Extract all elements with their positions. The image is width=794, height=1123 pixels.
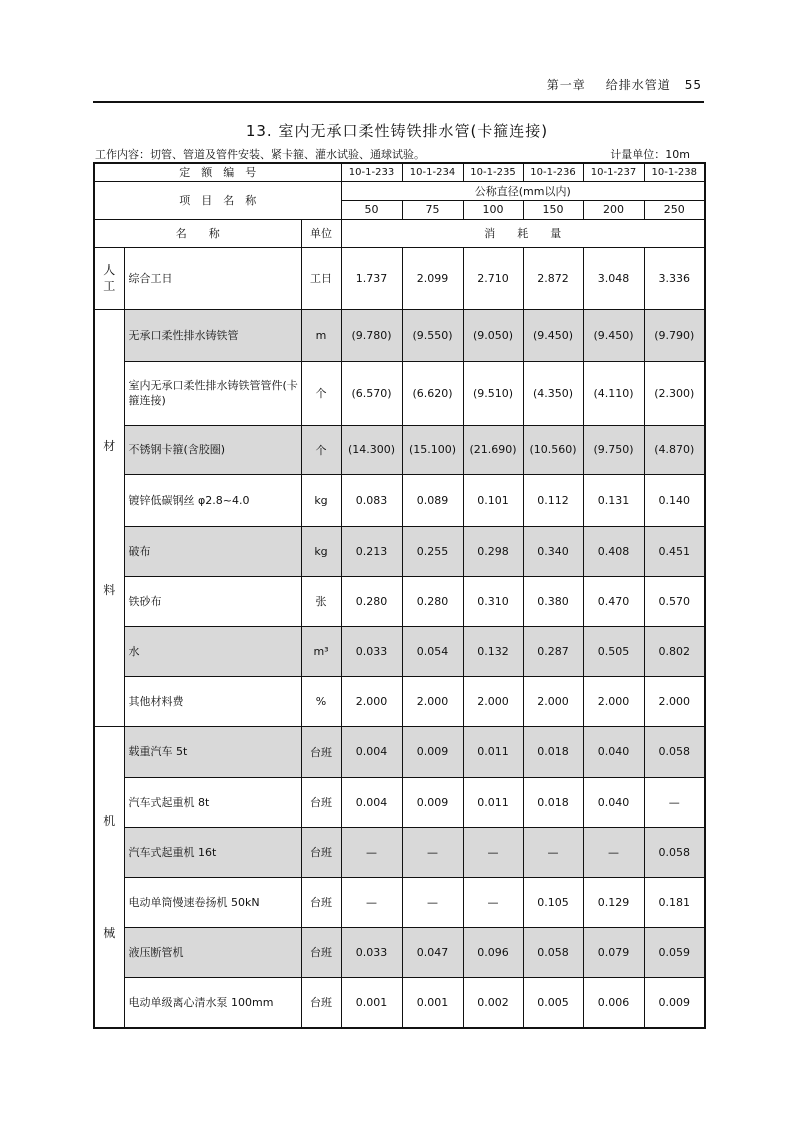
table-row bbox=[94, 526, 705, 576]
value-cell: 0.505 bbox=[583, 626, 644, 676]
code-cell: 10-1-238 bbox=[644, 163, 705, 181]
value-cell: 0.408 bbox=[583, 526, 644, 576]
value-cell: 2.000 bbox=[583, 676, 644, 726]
quota-table bbox=[93, 162, 706, 1029]
table-row bbox=[94, 576, 705, 626]
value-cell: — bbox=[523, 827, 583, 877]
value-cell: 2.000 bbox=[523, 676, 583, 726]
value-cell: (9.550) bbox=[402, 309, 463, 361]
row-unit: 台班 bbox=[301, 927, 341, 977]
row-unit: % bbox=[301, 676, 341, 726]
value-cell: 0.181 bbox=[644, 877, 705, 927]
row-unit: 台班 bbox=[301, 877, 341, 927]
value-cell: 0.340 bbox=[523, 526, 583, 576]
row-name: 载重汽车 5t bbox=[124, 726, 301, 777]
unit-label: 单位 bbox=[301, 219, 341, 247]
table-row bbox=[94, 827, 705, 877]
row-name: 铁砂布 bbox=[124, 576, 301, 626]
value-cell: 0.004 bbox=[341, 726, 402, 777]
category-char: 械 bbox=[103, 925, 116, 940]
value-cell: — bbox=[583, 827, 644, 877]
row-name: 汽车式起重机 8t bbox=[124, 777, 301, 827]
item-label: 项 目 名 称 bbox=[94, 181, 341, 219]
row-name: 其他材料费 bbox=[124, 676, 301, 726]
value-cell: 0.011 bbox=[463, 726, 523, 777]
value-cell: 0.105 bbox=[523, 877, 583, 927]
value-cell: 1.737 bbox=[341, 247, 402, 309]
diameter-cell: 50 bbox=[341, 200, 402, 219]
value-cell: 2.099 bbox=[402, 247, 463, 309]
value-cell: (15.100) bbox=[402, 425, 463, 474]
row-unit: 台班 bbox=[301, 777, 341, 827]
code-label: 定 额 编 号 bbox=[94, 163, 341, 181]
category-labor bbox=[94, 247, 124, 309]
code-cell: 10-1-233 bbox=[341, 163, 402, 181]
table-row bbox=[94, 247, 705, 309]
table-row bbox=[94, 361, 705, 425]
code-cell: 10-1-235 bbox=[463, 163, 523, 181]
table-row bbox=[94, 877, 705, 927]
value-cell: 0.096 bbox=[463, 927, 523, 977]
value-cell: (9.450) bbox=[583, 309, 644, 361]
diameter-cell: 100 bbox=[463, 200, 523, 219]
value-cell: 0.005 bbox=[523, 977, 583, 1028]
table-row bbox=[94, 777, 705, 827]
value-cell: 0.058 bbox=[523, 927, 583, 977]
value-cell: 0.310 bbox=[463, 576, 523, 626]
table-row bbox=[94, 927, 705, 977]
value-cell: 0.570 bbox=[644, 576, 705, 626]
row-unit: kg bbox=[301, 526, 341, 576]
value-cell: 0.280 bbox=[341, 576, 402, 626]
value-cell: 0.213 bbox=[341, 526, 402, 576]
row-unit: 台班 bbox=[301, 827, 341, 877]
value-cell: (4.110) bbox=[583, 361, 644, 425]
row-unit: 工日 bbox=[301, 247, 341, 309]
code-cell: 10-1-236 bbox=[523, 163, 583, 181]
value-cell: 0.802 bbox=[644, 626, 705, 676]
row-unit: m bbox=[301, 309, 341, 361]
value-cell: 3.048 bbox=[583, 247, 644, 309]
value-cell: 0.255 bbox=[402, 526, 463, 576]
code-cell: 10-1-237 bbox=[583, 163, 644, 181]
diameter-cell: 75 bbox=[402, 200, 463, 219]
value-cell: 0.009 bbox=[644, 977, 705, 1028]
value-cell: — bbox=[644, 777, 705, 827]
value-cell: (9.510) bbox=[463, 361, 523, 425]
diameter-cell: 200 bbox=[583, 200, 644, 219]
value-cell: 0.001 bbox=[341, 977, 402, 1028]
row-unit: 台班 bbox=[301, 726, 341, 777]
value-cell: 0.018 bbox=[523, 726, 583, 777]
row-name: 破布 bbox=[124, 526, 301, 576]
row-name: 镀锌低碳钢丝 φ2.8~4.0 bbox=[124, 474, 301, 526]
value-cell: 0.287 bbox=[523, 626, 583, 676]
table-row bbox=[94, 977, 705, 1028]
value-cell: 0.009 bbox=[402, 726, 463, 777]
value-cell: 0.033 bbox=[341, 927, 402, 977]
value-cell: 0.083 bbox=[341, 474, 402, 526]
table-row bbox=[94, 474, 705, 526]
value-cell: 0.089 bbox=[402, 474, 463, 526]
value-cell: 0.001 bbox=[402, 977, 463, 1028]
table-row bbox=[94, 626, 705, 676]
value-cell: — bbox=[402, 877, 463, 927]
value-cell: (4.870) bbox=[644, 425, 705, 474]
row-name: 电动单级离心清水泵 100mm bbox=[124, 977, 301, 1028]
value-cell: — bbox=[341, 827, 402, 877]
value-cell: 0.004 bbox=[341, 777, 402, 827]
value-cell: 0.047 bbox=[402, 927, 463, 977]
value-cell: 0.040 bbox=[583, 777, 644, 827]
category-char: 工 bbox=[103, 279, 116, 293]
category-char: 机 bbox=[103, 813, 116, 828]
row-name: 综合工日 bbox=[124, 247, 301, 309]
diameter-cell: 250 bbox=[644, 200, 705, 219]
diameter-cell: 150 bbox=[523, 200, 583, 219]
value-cell: 2.000 bbox=[341, 676, 402, 726]
value-cell: 2.872 bbox=[523, 247, 583, 309]
value-cell: (9.790) bbox=[644, 309, 705, 361]
diameter-label: 公称直径(mm以内) bbox=[341, 181, 705, 200]
row-name: 汽车式起重机 16t bbox=[124, 827, 301, 877]
value-cell: 0.079 bbox=[583, 927, 644, 977]
value-cell: 0.470 bbox=[583, 576, 644, 626]
value-cell: 0.009 bbox=[402, 777, 463, 827]
value-cell: 0.033 bbox=[341, 626, 402, 676]
table-row bbox=[94, 726, 705, 777]
value-cell: 2.000 bbox=[402, 676, 463, 726]
page-title: 13. 室内无承口柔性铸铁排水管(卡箍连接) bbox=[245, 122, 549, 140]
row-name: 室内无承口柔性排水铸铁管管件(卡箍连接) bbox=[124, 361, 301, 425]
row-unit: 个 bbox=[301, 361, 341, 425]
page-header bbox=[547, 76, 702, 93]
value-cell: 0.132 bbox=[463, 626, 523, 676]
value-cell: 0.058 bbox=[644, 827, 705, 877]
value-cell: (6.570) bbox=[341, 361, 402, 425]
row-unit: 台班 bbox=[301, 977, 341, 1028]
value-cell: — bbox=[463, 827, 523, 877]
value-cell: 0.040 bbox=[583, 726, 644, 777]
value-cell: 2.710 bbox=[463, 247, 523, 309]
value-cell: 0.112 bbox=[523, 474, 583, 526]
value-cell: 0.054 bbox=[402, 626, 463, 676]
value-cell: 2.000 bbox=[463, 676, 523, 726]
value-cell: 0.101 bbox=[463, 474, 523, 526]
value-cell: (14.300) bbox=[341, 425, 402, 474]
value-cell: (9.750) bbox=[583, 425, 644, 474]
value-cell: 0.002 bbox=[463, 977, 523, 1028]
category-machine bbox=[94, 726, 124, 1028]
value-cell: — bbox=[341, 877, 402, 927]
consume-label: 消 耗 量 bbox=[341, 219, 705, 247]
work-content: 工作内容：切管、管道及管件安装、紧卡箍、灌水试验、通球试验。 bbox=[95, 148, 425, 161]
value-cell: 0.140 bbox=[644, 474, 705, 526]
value-cell: 0.451 bbox=[644, 526, 705, 576]
value-cell: — bbox=[463, 877, 523, 927]
row-unit: kg bbox=[301, 474, 341, 526]
value-cell: (9.050) bbox=[463, 309, 523, 361]
category-char: 人 bbox=[103, 263, 116, 277]
value-cell: 0.129 bbox=[583, 877, 644, 927]
table-row bbox=[94, 309, 705, 361]
value-cell: (9.780) bbox=[341, 309, 402, 361]
value-cell: (9.450) bbox=[523, 309, 583, 361]
row-name: 水 bbox=[124, 626, 301, 676]
value-cell: (6.620) bbox=[402, 361, 463, 425]
value-cell: 0.380 bbox=[523, 576, 583, 626]
header-rule bbox=[93, 101, 704, 103]
value-cell: (21.690) bbox=[463, 425, 523, 474]
row-name: 不锈钢卡箍(含胶圈) bbox=[124, 425, 301, 474]
chapter-label: 第一章 bbox=[546, 78, 586, 92]
value-cell: 3.336 bbox=[644, 247, 705, 309]
value-cell: — bbox=[402, 827, 463, 877]
code-cell: 10-1-234 bbox=[402, 163, 463, 181]
value-cell: 0.058 bbox=[644, 726, 705, 777]
row-unit: 个 bbox=[301, 425, 341, 474]
section-label: 给排水管道 bbox=[605, 78, 671, 92]
table-row bbox=[94, 425, 705, 474]
value-cell: 0.006 bbox=[583, 977, 644, 1028]
category-char: 材 bbox=[103, 438, 116, 453]
category-material bbox=[94, 309, 124, 726]
row-name: 液压断管机 bbox=[124, 927, 301, 977]
table-row bbox=[94, 676, 705, 726]
value-cell: 0.131 bbox=[583, 474, 644, 526]
value-cell: 0.298 bbox=[463, 526, 523, 576]
value-cell: 0.011 bbox=[463, 777, 523, 827]
page-number: 55 bbox=[684, 78, 702, 92]
value-cell: 0.059 bbox=[644, 927, 705, 977]
row-unit: m³ bbox=[301, 626, 341, 676]
name-label: 名 称 bbox=[94, 219, 301, 247]
row-name: 无承口柔性排水铸铁管 bbox=[124, 309, 301, 361]
value-cell: 0.280 bbox=[402, 576, 463, 626]
row-name: 电动单筒慢速卷扬机 50kN bbox=[124, 877, 301, 927]
value-cell: 0.018 bbox=[523, 777, 583, 827]
value-cell: (2.300) bbox=[644, 361, 705, 425]
value-cell: 2.000 bbox=[644, 676, 705, 726]
row-unit: 张 bbox=[301, 576, 341, 626]
value-cell: (10.560) bbox=[523, 425, 583, 474]
value-cell: (4.350) bbox=[523, 361, 583, 425]
category-char: 料 bbox=[103, 582, 116, 597]
measure-unit: 计量单位：10m bbox=[610, 148, 690, 161]
